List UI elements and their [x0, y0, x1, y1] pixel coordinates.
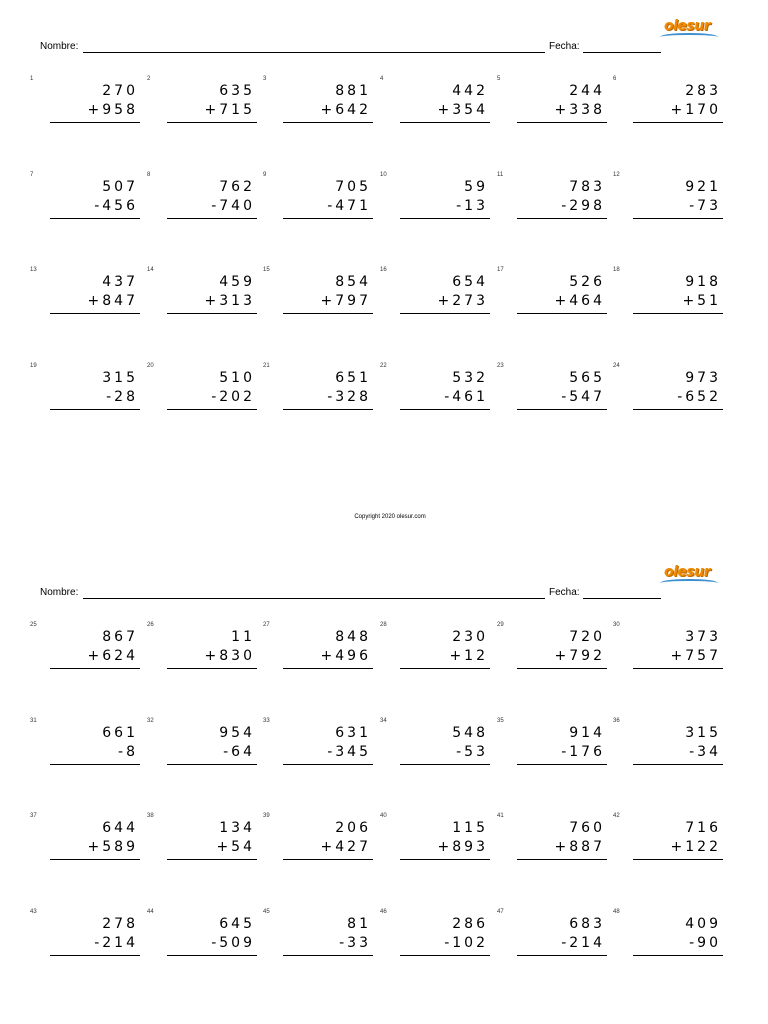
first-operand: 973: [685, 370, 721, 386]
first-operand: 206: [335, 820, 371, 836]
answer-line[interactable]: [50, 859, 140, 860]
answer-line[interactable]: [633, 409, 723, 410]
answer-line[interactable]: [633, 668, 723, 669]
problem-number: 21: [263, 363, 270, 369]
fecha-field[interactable]: [583, 598, 661, 599]
problem: [263, 718, 373, 776]
problem-number: 16: [380, 267, 387, 273]
problem: [30, 76, 140, 134]
problem: [380, 813, 490, 871]
answer-line[interactable]: [400, 859, 490, 860]
answer-line[interactable]: [633, 313, 723, 314]
first-operand: 645: [219, 916, 255, 932]
problem: [613, 909, 723, 967]
problem-number: 18: [613, 267, 620, 273]
answer-line[interactable]: [50, 409, 140, 410]
second-operand: -53: [456, 744, 488, 760]
problem-number: 43: [30, 909, 37, 915]
problem: [147, 363, 257, 421]
answer-line[interactable]: [283, 668, 373, 669]
second-operand: -8: [118, 744, 138, 760]
answer-line[interactable]: [400, 955, 490, 956]
answer-line[interactable]: [50, 313, 140, 314]
answer-line[interactable]: [50, 668, 140, 669]
problem-number: 19: [30, 363, 37, 369]
problem: [263, 76, 373, 134]
answer-line[interactable]: [400, 313, 490, 314]
problem-number: 29: [497, 622, 504, 628]
second-operand: -298: [561, 198, 605, 214]
second-operand: +589: [87, 839, 138, 855]
problem: [380, 172, 490, 230]
problem: [613, 267, 723, 325]
problem-number: 13: [30, 267, 37, 273]
problem: [147, 718, 257, 776]
problem-number: 15: [263, 267, 270, 273]
second-operand: -509: [211, 935, 255, 951]
second-operand: +757: [670, 648, 721, 664]
answer-line[interactable]: [167, 859, 257, 860]
answer-line[interactable]: [283, 313, 373, 314]
problem: [30, 909, 140, 967]
problem-number: 37: [30, 813, 37, 819]
first-operand: 762: [219, 179, 255, 195]
second-operand: -33: [339, 935, 371, 951]
answer-line[interactable]: [517, 313, 607, 314]
second-operand: +847: [87, 293, 138, 309]
first-operand: 134: [219, 820, 255, 836]
first-operand: 783: [569, 179, 605, 195]
problem-number: 4: [380, 76, 384, 82]
second-operand: +887: [554, 839, 605, 855]
problem-number: 11: [497, 172, 504, 178]
first-operand: 644: [102, 820, 138, 836]
answer-line[interactable]: [633, 764, 723, 765]
answer-line[interactable]: [517, 859, 607, 860]
fecha-label: Fecha:: [549, 587, 580, 598]
logo-text: olesur: [664, 18, 711, 34]
nombre-label: Nombre:: [40, 587, 79, 598]
header: [40, 586, 720, 606]
problem: [497, 909, 607, 967]
answer-line[interactable]: [517, 764, 607, 765]
problem: [30, 622, 140, 680]
problem: [380, 909, 490, 967]
second-operand: -73: [689, 198, 721, 214]
problem-number: 2: [147, 76, 151, 82]
first-operand: 867: [102, 629, 138, 645]
problem: [30, 267, 140, 325]
problem-number: 8: [147, 172, 151, 178]
problem-number: 22: [380, 363, 387, 369]
problem: [147, 267, 257, 325]
problem: [263, 909, 373, 967]
problem: [263, 622, 373, 680]
first-operand: 760: [569, 820, 605, 836]
problem-number: 44: [147, 909, 154, 915]
first-operand: 954: [219, 725, 255, 741]
problem-number: 10: [380, 172, 387, 178]
second-operand: +792: [554, 648, 605, 664]
second-operand: -345: [327, 744, 371, 760]
answer-line[interactable]: [167, 409, 257, 410]
problem-number: 40: [380, 813, 387, 819]
problem: [497, 172, 607, 230]
first-operand: 442: [452, 83, 488, 99]
first-operand: 270: [102, 83, 138, 99]
problem-number: 26: [147, 622, 154, 628]
logo-text: olesur: [664, 564, 711, 580]
first-operand: 651: [335, 370, 371, 386]
first-operand: 683: [569, 916, 605, 932]
answer-line[interactable]: [517, 955, 607, 956]
problem: [147, 172, 257, 230]
answer-line[interactable]: [283, 218, 373, 219]
problem: [613, 172, 723, 230]
problem: [147, 76, 257, 134]
answer-line[interactable]: [167, 122, 257, 123]
nombre-field[interactable]: [83, 598, 545, 599]
nombre-label: Nombre:: [40, 41, 79, 52]
first-operand: 565: [569, 370, 605, 386]
problem: [263, 172, 373, 230]
first-operand: 409: [685, 916, 721, 932]
second-operand: -471: [327, 198, 371, 214]
problem: [147, 622, 257, 680]
answer-line[interactable]: [400, 409, 490, 410]
problem-number: 34: [380, 718, 387, 724]
problem-number: 14: [147, 267, 154, 273]
copyright-text: Copyright 2020 olesur.com: [354, 514, 426, 520]
answer-line[interactable]: [167, 313, 257, 314]
second-operand: +170: [670, 102, 721, 118]
second-operand: -328: [327, 389, 371, 405]
problem-number: 32: [147, 718, 154, 724]
answer-line[interactable]: [50, 218, 140, 219]
first-operand: 854: [335, 274, 371, 290]
second-operand: -740: [211, 198, 255, 214]
answer-line[interactable]: [633, 218, 723, 219]
second-operand: +797: [320, 293, 371, 309]
answer-line[interactable]: [633, 122, 723, 123]
problem-number: 41: [497, 813, 504, 819]
second-operand: -652: [677, 389, 721, 405]
second-operand: -214: [561, 935, 605, 951]
second-operand: -28: [106, 389, 138, 405]
problem: [263, 813, 373, 871]
second-operand: +464: [554, 293, 605, 309]
first-operand: 315: [102, 370, 138, 386]
problem: [263, 363, 373, 421]
problem-number: 31: [30, 718, 37, 724]
problem-number: 5: [497, 76, 501, 82]
problem-number: 48: [613, 909, 620, 915]
first-operand: 373: [685, 629, 721, 645]
second-operand: +642: [320, 102, 371, 118]
answer-line[interactable]: [50, 122, 140, 123]
second-operand: +893: [437, 839, 488, 855]
first-operand: 315: [685, 725, 721, 741]
first-operand: 526: [569, 274, 605, 290]
first-operand: 661: [102, 725, 138, 741]
problem: [497, 813, 607, 871]
problem: [497, 267, 607, 325]
answer-line[interactable]: [167, 668, 257, 669]
problem: [263, 267, 373, 325]
first-operand: 278: [102, 916, 138, 932]
first-operand: 848: [335, 629, 371, 645]
second-operand: +830: [204, 648, 255, 664]
problem-number: 24: [613, 363, 620, 369]
second-operand: -176: [561, 744, 605, 760]
first-operand: 631: [335, 725, 371, 741]
first-operand: 115: [452, 820, 488, 836]
second-operand: +338: [554, 102, 605, 118]
problem: [497, 622, 607, 680]
answer-line[interactable]: [633, 859, 723, 860]
answer-line[interactable]: [283, 122, 373, 123]
problem-number: 36: [613, 718, 620, 724]
problem-number: 46: [380, 909, 387, 915]
problem: [613, 363, 723, 421]
answer-line[interactable]: [400, 764, 490, 765]
problem-number: 47: [497, 909, 504, 915]
problem: [380, 363, 490, 421]
answer-line[interactable]: [50, 764, 140, 765]
problem: [613, 813, 723, 871]
problem-number: 9: [263, 172, 267, 178]
problem: [147, 909, 257, 967]
problem-number: 25: [30, 622, 37, 628]
first-operand: 914: [569, 725, 605, 741]
second-operand: +958: [87, 102, 138, 118]
problem-number: 27: [263, 622, 270, 628]
second-operand: -547: [561, 389, 605, 405]
first-operand: 81: [347, 916, 371, 932]
header: [40, 40, 720, 60]
first-operand: 510: [219, 370, 255, 386]
problem: [380, 622, 490, 680]
problem: [497, 363, 607, 421]
first-operand: 11: [231, 629, 255, 645]
problem-number: 33: [263, 718, 270, 724]
problem: [147, 813, 257, 871]
olesur-logo: [660, 17, 718, 39]
problem: [613, 718, 723, 776]
first-operand: 548: [452, 725, 488, 741]
second-operand: +54: [216, 839, 255, 855]
first-operand: 654: [452, 274, 488, 290]
second-operand: +496: [320, 648, 371, 664]
nombre-field[interactable]: [83, 52, 545, 53]
second-operand: -90: [689, 935, 721, 951]
problem-number: 1: [30, 76, 34, 82]
answer-line[interactable]: [283, 764, 373, 765]
fecha-label: Fecha:: [549, 41, 580, 52]
first-operand: 532: [452, 370, 488, 386]
second-operand: -34: [689, 744, 721, 760]
answer-line[interactable]: [633, 955, 723, 956]
answer-line[interactable]: [517, 122, 607, 123]
problem-number: 7: [30, 172, 34, 178]
problem-number: 6: [613, 76, 617, 82]
problem: [30, 363, 140, 421]
problem-number: 17: [497, 267, 504, 273]
answer-line[interactable]: [167, 955, 257, 956]
problem: [613, 76, 723, 134]
first-operand: 459: [219, 274, 255, 290]
first-operand: 720: [569, 629, 605, 645]
answer-line[interactable]: [400, 122, 490, 123]
first-operand: 283: [685, 83, 721, 99]
problem-number: 12: [613, 172, 620, 178]
problem: [30, 172, 140, 230]
problem: [380, 267, 490, 325]
second-operand: +624: [87, 648, 138, 664]
answer-line[interactable]: [517, 668, 607, 669]
answer-line[interactable]: [400, 668, 490, 669]
problem: [497, 76, 607, 134]
answer-line[interactable]: [167, 218, 257, 219]
first-operand: 244: [569, 83, 605, 99]
problem: [30, 718, 140, 776]
second-operand: -214: [94, 935, 138, 951]
answer-line[interactable]: [400, 218, 490, 219]
answer-line[interactable]: [283, 955, 373, 956]
problem: [380, 76, 490, 134]
second-operand: -102: [444, 935, 488, 951]
problem: [380, 718, 490, 776]
first-operand: 705: [335, 179, 371, 195]
second-operand: -64: [223, 744, 255, 760]
second-operand: +354: [437, 102, 488, 118]
problem-number: 42: [613, 813, 620, 819]
first-operand: 507: [102, 179, 138, 195]
problem-number: 45: [263, 909, 270, 915]
problem-number: 28: [380, 622, 387, 628]
problem-number: 3: [263, 76, 267, 82]
answer-line[interactable]: [517, 409, 607, 410]
first-operand: 918: [685, 274, 721, 290]
second-operand: +51: [682, 293, 721, 309]
answer-line[interactable]: [283, 409, 373, 410]
answer-line[interactable]: [517, 218, 607, 219]
problem: [613, 622, 723, 680]
second-operand: -13: [456, 198, 488, 214]
second-operand: +313: [204, 293, 255, 309]
logo-swoosh: [660, 33, 718, 41]
answer-line[interactable]: [167, 764, 257, 765]
second-operand: +273: [437, 293, 488, 309]
problem-number: 35: [497, 718, 504, 724]
first-operand: 286: [452, 916, 488, 932]
second-operand: +122: [670, 839, 721, 855]
first-operand: 437: [102, 274, 138, 290]
problem-number: 30: [613, 622, 620, 628]
logo-swoosh: [660, 579, 718, 587]
second-operand: +12: [449, 648, 488, 664]
first-operand: 881: [335, 83, 371, 99]
fecha-field[interactable]: [583, 52, 661, 53]
problem: [30, 813, 140, 871]
problem: [497, 718, 607, 776]
problem-number: 39: [263, 813, 270, 819]
first-operand: 716: [685, 820, 721, 836]
answer-line[interactable]: [283, 859, 373, 860]
second-operand: -202: [211, 389, 255, 405]
first-operand: 59: [464, 179, 488, 195]
problem-number: 20: [147, 363, 154, 369]
first-operand: 921: [685, 179, 721, 195]
answer-line[interactable]: [50, 955, 140, 956]
second-operand: -461: [444, 389, 488, 405]
olesur-logo: [660, 563, 718, 585]
first-operand: 635: [219, 83, 255, 99]
first-operand: 230: [452, 629, 488, 645]
second-operand: +715: [204, 102, 255, 118]
problem-number: 23: [497, 363, 504, 369]
second-operand: -456: [94, 198, 138, 214]
second-operand: +427: [320, 839, 371, 855]
problem-number: 38: [147, 813, 154, 819]
